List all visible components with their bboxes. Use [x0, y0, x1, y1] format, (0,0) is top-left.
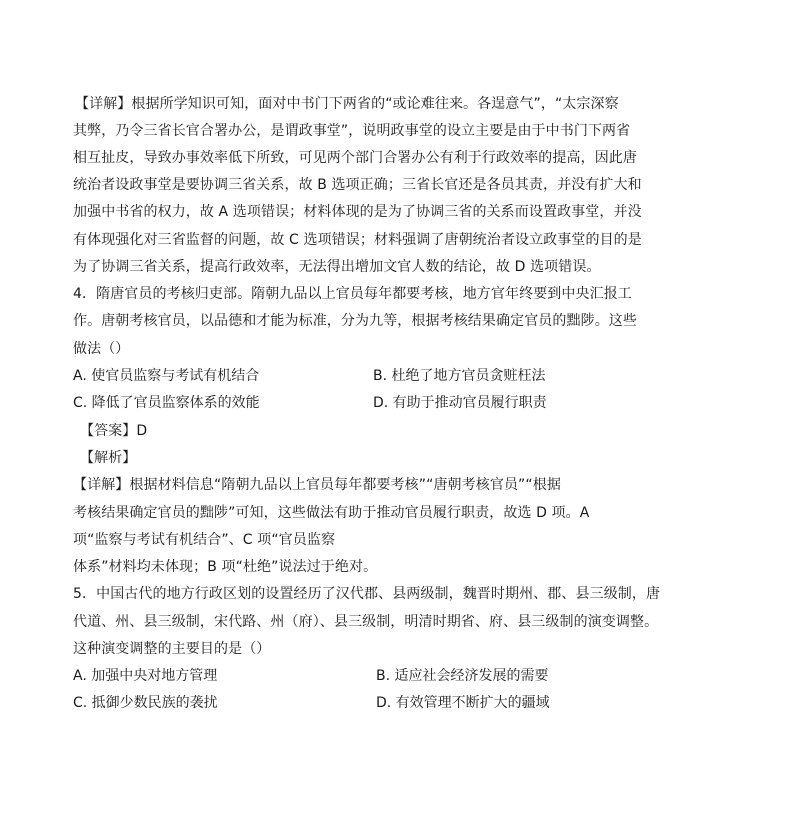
q3-detail-line-4: 统治者设政事堂是要协调三省关系，故 B 选项正确；三省长官还是各员其责，并没有扩大和 — [73, 177, 642, 193]
q4-stem-line-1: 4．隋唐官员的考核归吏部。隋朝九品以上官员每年都要考核，地方官年终要到中央汇报工 — [73, 286, 632, 302]
q3-detail-line-6: 有体现强化对三省监督的问题，故 C 选项错误；材料强调了唐朝统治者设立政事堂的目的是 — [73, 232, 642, 248]
q4-detail-line-3: 项“监察与考试有机结合”、C 项“官员监察 — [73, 532, 336, 548]
q4-option-b: B. 杜绝了地方官员贪赃枉法 — [373, 368, 546, 384]
q3-detail-line-3: 相互扯皮，导致办事效率低下所致，可见两个部门合署办公有利于行政效率的提高，因此唐 — [73, 150, 637, 166]
q5-stem-line-1: 5．中国古代的地方行政区划的设置经历了汉代郡、县两级制，魏晋时期州、郡、县三级制，唐 — [73, 586, 661, 602]
q4-option-c: C. 降低了官员监察体系的效能 — [73, 395, 260, 411]
q4-detail-line-4: 体系”材料均未体现；B 项“杜绝”说法过于绝对。 — [73, 559, 378, 575]
q3-detail-line-5: 加强中书省的权力，故 A 选项错误；材料体现的是为了协调三省的关系而设置政事堂，并没 — [73, 204, 642, 220]
q5-option-b: B. 适应社会经济发展的需要 — [376, 668, 549, 684]
q4-option-d: D. 有助于推动官员履行职责 — [373, 395, 547, 411]
q4-option-a: A. 使官员监察与考试有机结合 — [73, 368, 260, 384]
q4-answer: 【答案】D — [80, 423, 148, 439]
q5-option-a: A. 加强中央对地方管理 — [73, 668, 218, 684]
q4-stem-line-2: 作。唐朝考核官员，以品德和才能为标准，分为九等，根据考核结果确定官员的黜陟。这些 — [73, 313, 637, 329]
q3-detail-line-1: 【详解】根据所学知识可知，面对中书门下两省的“或论难往来。各逞意气”，“太宗深察 — [75, 96, 619, 112]
q4-detail-line-2: 考核结果确定官员的黜陟”可知，这些做法有助于推动官员履行职责，故选 D 项。A — [73, 505, 590, 521]
q4-stem-line-3: 做法（） — [73, 341, 130, 357]
q4-analysis-label: 【解析】 — [80, 450, 137, 466]
q5-option-d: D. 有效管理不断扩大的疆域 — [376, 695, 550, 711]
q5-stem-line-2: 代道、州、县三级制，宋代路、州（府）、县三级制，明清时期省、府、县三级制的演变调整。 — [73, 614, 659, 630]
q3-detail-line-7: 为了协调三省关系，提高行政效率，无法得出增加文官人数的结论，故 D 选项错误。 — [73, 259, 601, 275]
q5-stem-line-3: 这种演变调整的主要目的是（） — [73, 641, 271, 657]
q4-detail-line-1: 【详解】根据材料信息“隋朝九品以上官员每年都要考核”“唐朝考核官员”“根据 — [73, 477, 561, 493]
q3-detail-line-2: 其弊，乃令三省长官合署办公，是谓政事堂”，说明政事堂的设立主要是由于中书门下两省 — [73, 123, 631, 139]
q5-option-c: C. 抵御少数民族的袭扰 — [73, 695, 218, 711]
